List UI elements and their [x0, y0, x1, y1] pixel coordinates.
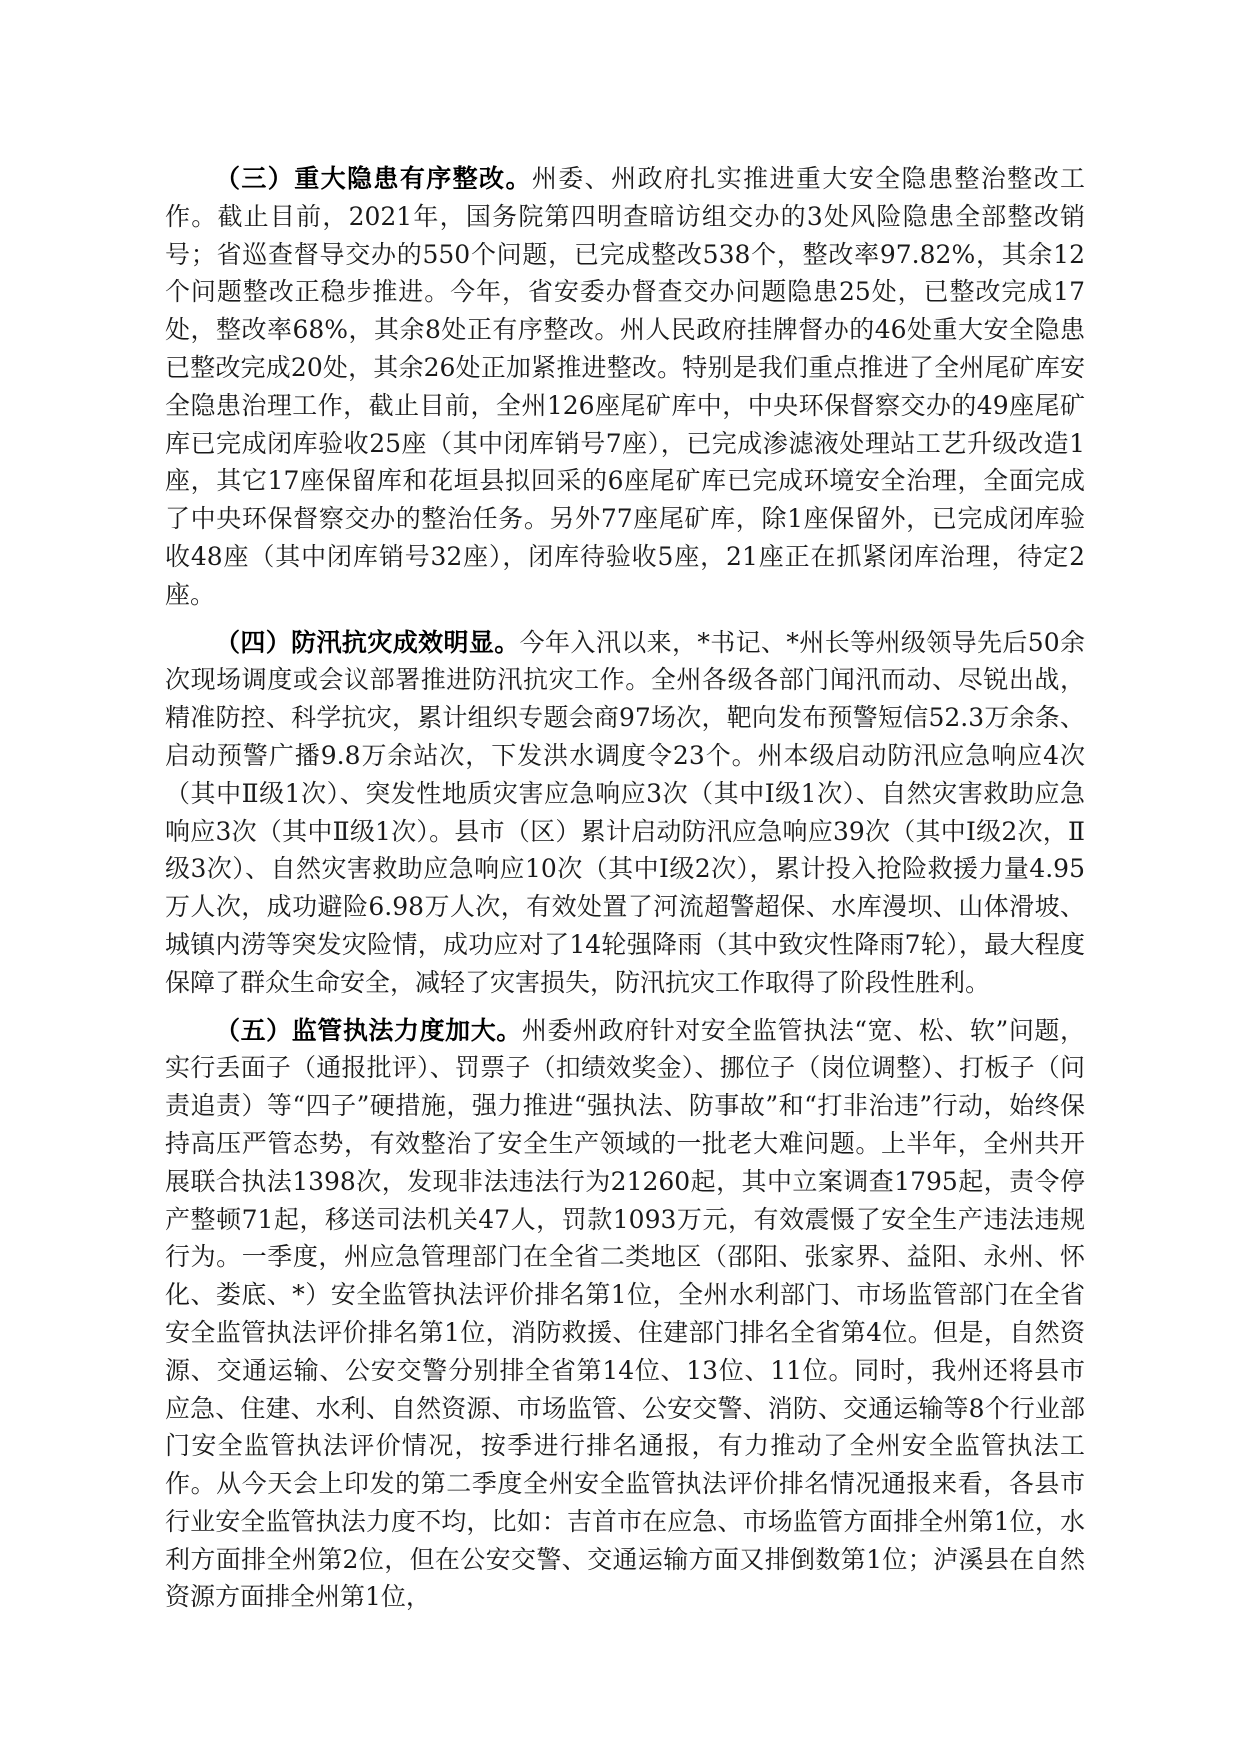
section-three-heading: （三）重大隐患有序整改。	[215, 164, 532, 193]
section-four-paragraph	[165, 624, 1085, 1002]
document-body	[165, 160, 1085, 1626]
section-four-heading: （四）防汛抗灾成效明显。	[215, 627, 520, 657]
section-three-text: 州委、州政府扎实推进重大安全隐患整治整改工作。截止目前，2021年，国务院第四明查暗访组交办的3处风险隐患全部整改销号；省巡查督导交办的550个问题，已完成整改538个，整改率97.82%，其余12个问题整改正稳步推进。今年，省安委办督查交办问题隐患25处，已整改完成17处，整改率68%，其余8处正有序整改。州人民政府挂牌督办的46处重大安全隐患已整改完成20处，其余26处正加紧推进整改。特别是我们重点推进了全州尾矿库安全隐患治理工作，截止目前，全州126座尾矿库中，中央环保督察交办的49座尾矿库已完成闭库验收25座（其中闭库销号7座），已完成渗滤液处理站工艺升级改造1座，其它17座保留库和花垣县拟回采的6座尾矿库已完成环境安全治理，全面完成了中央环保督察交办的整治任务。另外77座尾矿库，除1座保留外，已完成闭库验收48座（其中闭库销号32座），闭库待验收5座，21座正在抓紧闭库治理，待定2座。	[165, 164, 1085, 609]
section-five-paragraph	[165, 1012, 1085, 1617]
section-five-heading: （五）监管执法力度加大。	[215, 1015, 522, 1045]
section-three-paragraph	[165, 160, 1085, 614]
section-five-text: 州委州政府针对安全监管执法“宽、松、软”问题，实行丢面子（通报批评）、罚票子（扣绩效奖金）、挪位子（岗位调整）、打板子（问责追责）等“四子”硬措施，强力推进“强执法、防事故”和“打非治违”行动，始终保持高压严管态势，有效整治了安全生产领域的一批老大难问题。上半年，全州共开展联合执法1398次，发现非法违法行为21260起，其中立案调查1795起，责令停产整顿71起，移送司法机关47人，罚款1093万元，有效震慑了安全生产违法违规行为。一季度，州应急管理部门在全省二类地区（邵阳、张家界、益阳、永州、怀化、娄底、*）安全监管执法评价排名第1位，全州水利部门、市场监管部门在全省安全监管执法评价排名第1位，消防救援、住建部门排名全省第4位。但是，自然资源、交通运输、公安交警分别排全省第14位、13位、11位。同时，我州还将县市应急、住建、水利、自然资源、市场监管、公安交警、消防、交通运输等8个行业部门安全监管执法评价情况，按季进行排名通报，有力推动了全州安全监管执法工作。从今天会上印发的第二季度全州安全监管执法评价排名情况通报来看，各县市行业安全监管执法力度不均，比如：吉首市在应急、市场监管方面排全州第1位，水利方面排全州第2位，但在公安交警、交通运输方面又排倒数第1位；泸溪县在自然资源方面排全州第1位，	[165, 1015, 1085, 1612]
section-four-text: 今年入汛以来，*书记、*州长等州级领导先后50余次现场调度或会议部署推进防汛抗灾工作。全州各级各部门闻汛而动、尽锐出战，精准防控、科学抗灾，累计组织专题会商97场次，靶向发布预警短信52.3万余条、启动预警广播9.8万余站次，下发洪水调度令23个。州本级启动防汛应急响应4次（其中Ⅱ级1次）、突发性地质灾害应急响应3次（其中Ⅰ级1次）、自然灾害救助应急响应3次（其中Ⅱ级1次）。县市（区）累计启动防汛应急响应39次（其中Ⅰ级2次，Ⅱ级3次）、自然灾害救助应急响应10次（其中Ⅰ级2次），累计投入抢险救援力量4.95万人次，成功避险6.98万人次，有效处置了河流超警超保、水库漫坝、山体滑坡、城镇内涝等突发灾险情，成功应对了14轮强降雨（其中致灾性降雨7轮），最大程度保障了群众生命安全，减轻了灾害损失，防汛抗灾工作取得了阶段性胜利。	[165, 627, 1085, 997]
